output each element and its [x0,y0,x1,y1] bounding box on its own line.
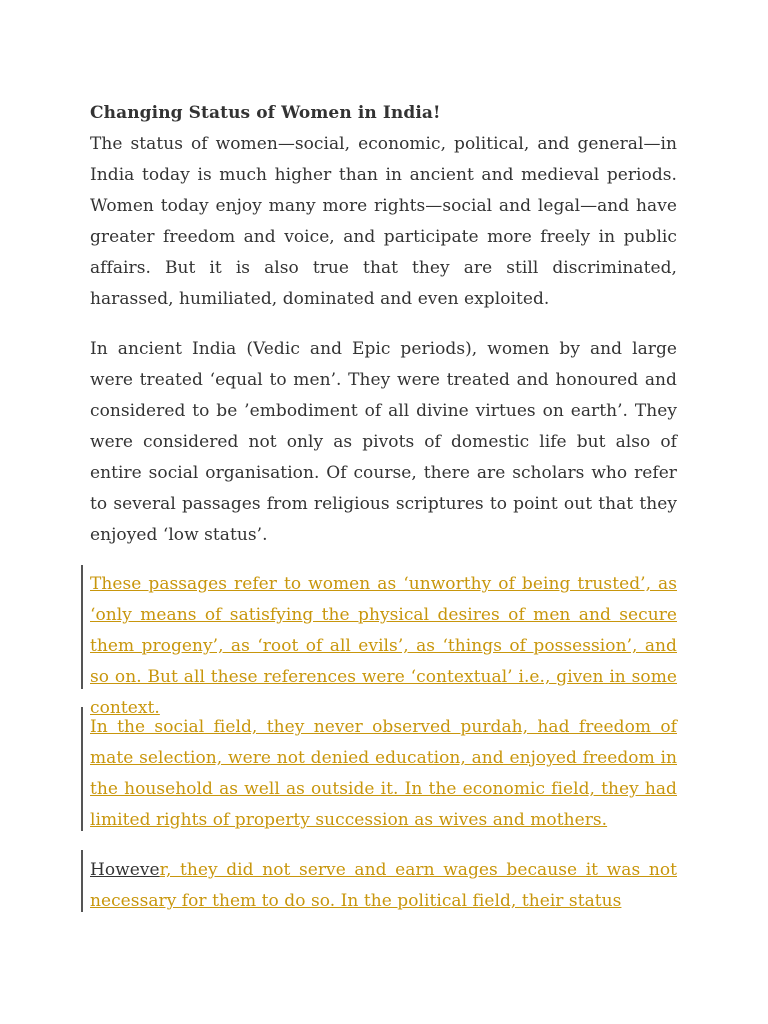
paragraph-5 [90,855,677,917]
paragraph-1: The status of women—social, economic, political, and general—in India today is much higher than in ancient and medieval periods. Women today enjoy many more rights—social and legal—and have greater freedom and voice, and participate more freely in public affairs. But it is also true that they are still discriminated, harassed, humiliated, dominated and even exploited. [90,134,677,309]
document-title: Changing Status of Women in India! [90,103,441,123]
paragraph-5-start: Howeve [90,860,160,880]
paragraph-5-tracked-insertion: r, they did not serve and earn wages because it was not necessary for them to do so. In the political field, their status [90,860,677,911]
paragraph-2: In ancient India (Vedic and Epic periods), women by and large were treated ‘equal to men’. They were treated and honoured and considered to be ’embodiment of all divine virtues on earth’. They were considered not only as pivots of domestic life but also of entire social organisation. Of course, there are scholars who refer to several passages from religious scriptures to point out that they enjoyed ‘low status’. [90,339,677,545]
change-bar-paragraph-3 [81,565,83,689]
change-bar-paragraph-5 [81,850,83,912]
paragraph-4-tracked-insertion: In the social field, they never observed purdah, had freedom of mate selection, were not denied education, and enjoyed freedom in the household as well as outside it. In the economic field, they had limited rights of property succession as wives and mothers. [90,717,677,830]
change-bar-paragraph-4 [81,707,83,831]
paragraph-3-tracked-insertion: These passages refer to women as ‘unworthy of being trusted’, as ‘only means of satisfying the physical desires of men and secure them progeny’, as ‘root of all evils’, as ‘things of possession’, and so on. But all these references were ‘contextual’ i.e., given in some context. [90,574,677,718]
